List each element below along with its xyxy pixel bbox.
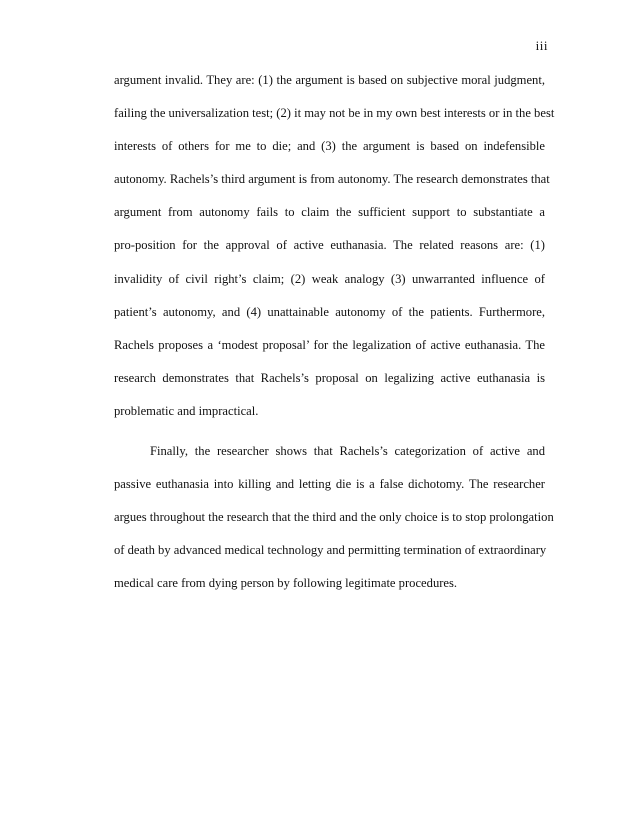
- paragraph-1: [114, 64, 555, 428]
- paragraph-line: Rachels proposes a ‘modest proposal’ for the legalization of active euthanasia. The: [114, 337, 545, 352]
- paragraph-line: patient’s autonomy, and (4) unattainable autonomy of the patients. Furthermore,: [114, 304, 545, 319]
- paragraph-line: problematic and impractical.: [114, 403, 259, 418]
- paragraph-line: invalidity of civil right’s claim; (2) weak analogy (3) unwarranted influence of: [114, 271, 545, 286]
- paragraph-line: research demonstrates that Rachels’s proposal on legalizing active euthanasia is: [114, 370, 545, 385]
- page-number: iii: [535, 38, 548, 53]
- paragraph-line: medical care from dying person by following legitimate procedures.: [114, 576, 458, 591]
- paragraph-line: pro-position for the approval of active euthanasia. The related reasons are: (1): [114, 238, 545, 253]
- paragraph-line: of death by advanced medical technology and permitting termination of extraordinary: [114, 543, 547, 558]
- paragraph-line: Finally, the researcher shows that Rachels’s categorization of active and: [150, 444, 545, 459]
- paragraph-line: failing the universalization test; (2) it may not be in my own best interests or in the best: [114, 106, 555, 121]
- body-text: [114, 64, 555, 601]
- paragraph-line: interests of others for me to die; and (3) the argument is based on indefensible: [114, 139, 545, 154]
- paragraph-2: [114, 435, 554, 600]
- paragraph-line: argument invalid. They are: (1) the argument is based on subjective moral judgment,: [114, 73, 545, 87]
- paragraph-line: passive euthanasia into killing and letting die is a false dichotomy. The researcher: [114, 477, 545, 492]
- paragraph-line: argument from autonomy fails to claim the sufficient support to substantiate a: [114, 205, 545, 220]
- paragraph-line: argues throughout the research that the third and the only choice is to stop prolongation: [114, 510, 554, 525]
- paragraph-line: autonomy. Rachels’s third argument is from autonomy. The research demonstrates that: [114, 172, 550, 187]
